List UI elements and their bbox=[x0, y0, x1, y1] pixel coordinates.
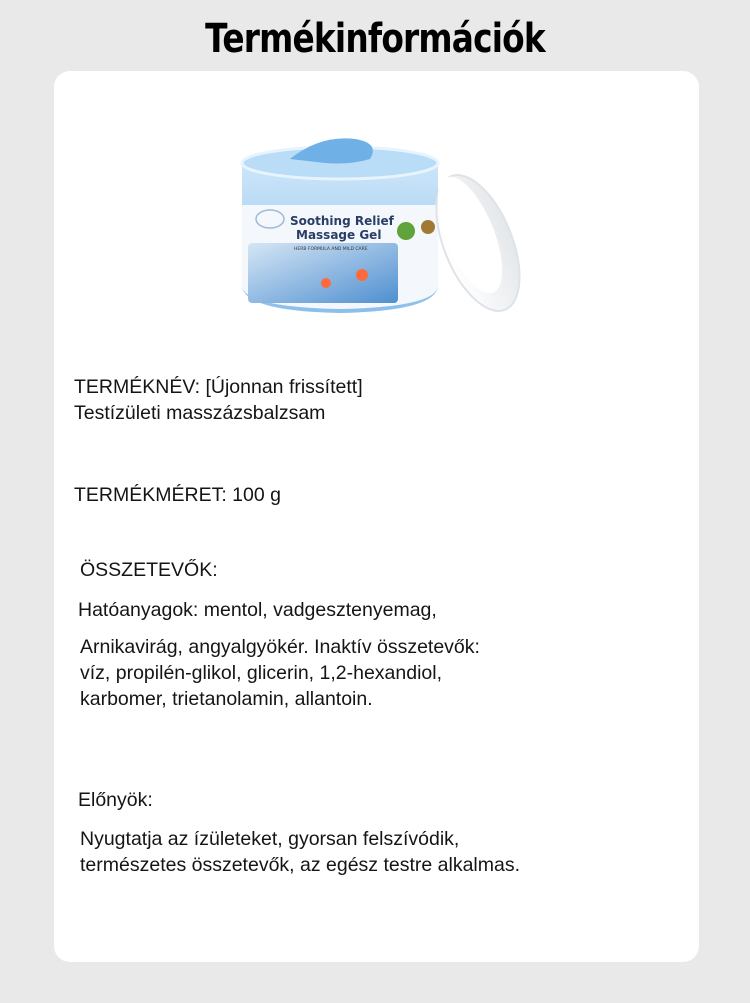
benefits-list bbox=[80, 826, 520, 878]
svg-text:HERB FORMULA AND MILD CARE: HERB FORMULA AND MILD CARE bbox=[294, 247, 368, 252]
ingredients-heading: ÖSSZETEVŐK: bbox=[80, 559, 218, 581]
ingredients-line: karbomer, trietanolamin, allantoin. bbox=[80, 688, 373, 710]
benefits-heading: Előnyök: bbox=[78, 789, 153, 811]
benefits-line: Nyugtatja az ízületeket, gyorsan felszívódik, bbox=[80, 828, 460, 850]
product-name-line-2: Testízületi masszázsbalzsam bbox=[74, 402, 326, 424]
ingredients-list bbox=[80, 634, 480, 712]
benefits-line: természetes összetevők, az egész testre alkalmas. bbox=[80, 854, 521, 876]
svg-text:Massage Gel: Massage Gel bbox=[296, 228, 382, 242]
ingredients-line: Arnikavirág, angyalgyökér. Inaktív összetevők: bbox=[80, 636, 480, 658]
svg-text:Soothing Relief: Soothing Relief bbox=[290, 214, 394, 228]
product-name bbox=[74, 374, 363, 426]
ingredients-line: víz, propilén-glikol, glicerin, 1,2-hexandiol, bbox=[80, 662, 443, 684]
active-ingredients: Hatóanyagok: mentol, vadgesztenyemag, bbox=[78, 599, 437, 621]
product-info-card bbox=[54, 71, 699, 962]
page-title: Termékinformációk bbox=[205, 16, 545, 62]
product-name-line-1: TERMÉKNÉV: [Újonnan frissített] bbox=[74, 376, 363, 398]
product-jar-image bbox=[230, 135, 530, 325]
product-size: TERMÉKMÉRET: 100 g bbox=[74, 484, 281, 506]
